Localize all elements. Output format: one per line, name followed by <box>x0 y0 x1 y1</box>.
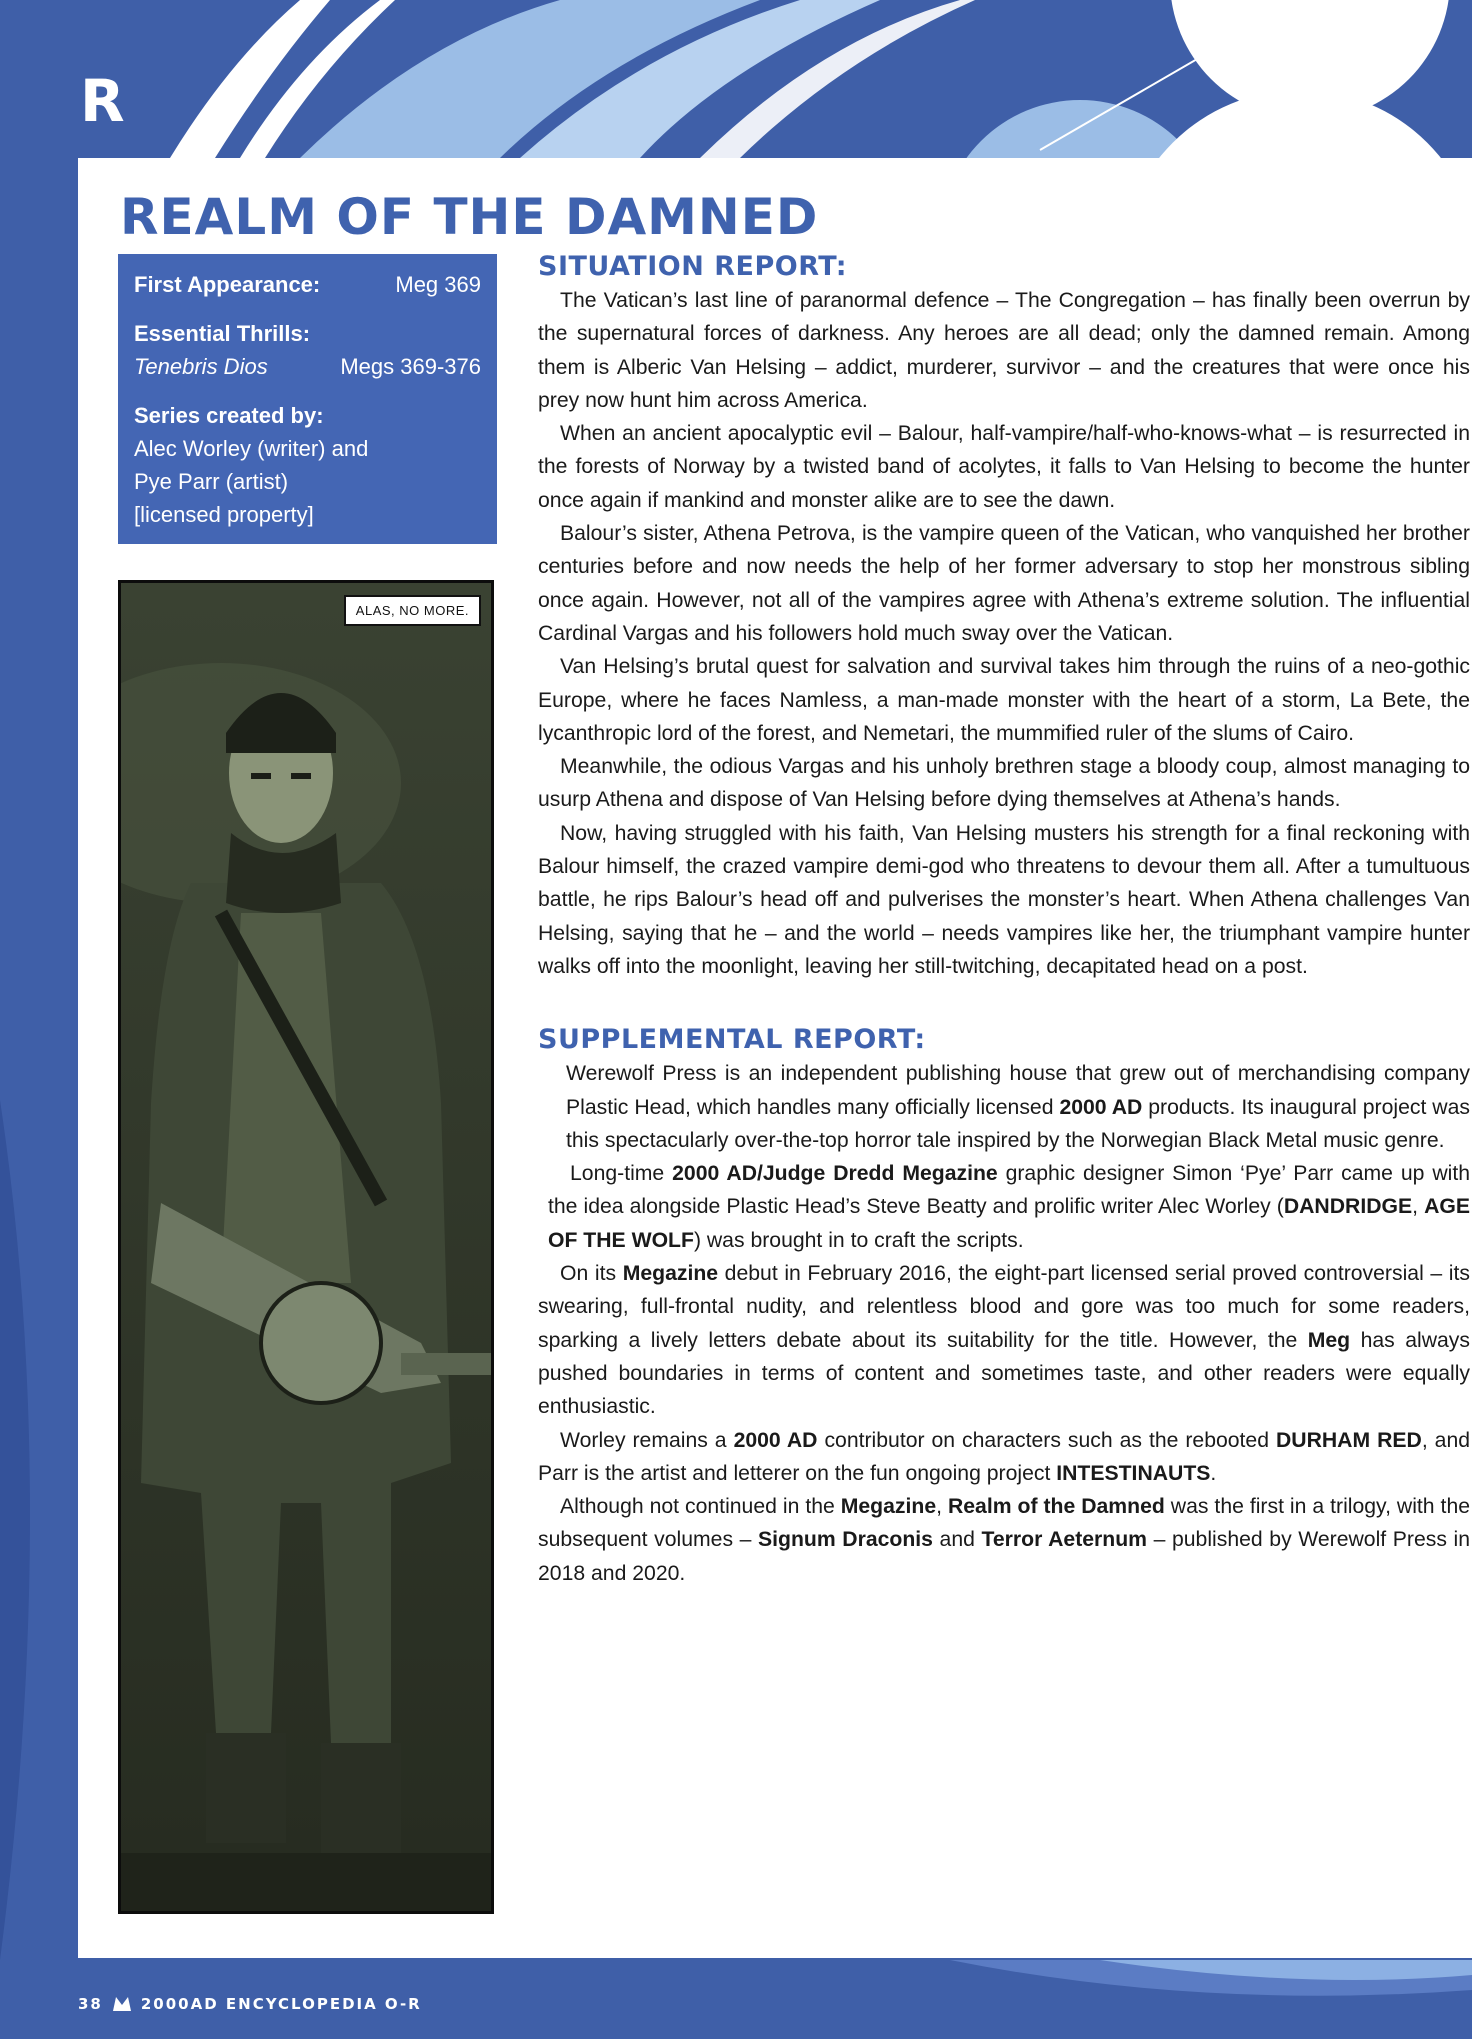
created-by-line: Alec Worley (writer) and <box>134 436 369 461</box>
page-footer <box>78 1995 422 2013</box>
paragraph: On its Megazine debut in February 2016, the eight-part licensed serial proved controversial – its swearing, full-frontal nudity, and relentless blood and gore was too much for some readers, sparking a lively letters debate about its suitability for the title. However, the Meg has always pushed boundaries in terms of content and sometimes taste, and other readers were equally enthusiastic. <box>538 1262 1470 1419</box>
created-by-line: Pye Parr (artist) <box>134 469 289 494</box>
infobox <box>118 254 497 544</box>
essential-thrills-issues: Megs 369-376 <box>340 354 481 379</box>
page-content <box>78 158 1472 1958</box>
paragraph: Long-time 2000 AD/Judge Dredd Megazine graphic designer Simon ‘Pye’ Parr came up with the idea alongside Plastic Head’s Steve Beatty and prolific writer Alec Worley (DANDRIDGE, AGE OF THE WOLF) was brought in to craft the scripts. <box>548 1162 1471 1252</box>
first-appearance-value: Meg 369 <box>395 272 481 297</box>
situation-report-heading: SITUATION REPORT: <box>538 251 848 282</box>
article-body <box>538 250 1470 1590</box>
paragraph: Although not continued in the Megazine, Realm of the Damned was the first in a trilogy, with the subsequent volumes – Signum Draconis and Terror Aeternum – published by Werewolf Press in 2018 and 2020. <box>538 1495 1471 1585</box>
page-number: 38 <box>78 1995 103 2013</box>
paragraph: Werewolf Press is an independent publishing house that grew out of merchandising company Plastic Head, which handles many officially licensed 2000 AD products. Its inaugural project was this spectacularly over-the-top horror tale inspired by the Norwegian Black Metal music genre. <box>566 1062 1470 1152</box>
2000ad-logo-icon <box>113 1997 131 2011</box>
paragraph: Now, having struggled with his faith, Van Helsing musters his strength for a final reckoning with Balour himself, the crazed vampire demi-god who threatens to devour them all. After a tumultuous battle, he rips Balour’s head off and pulverises the monster’s heart. When Athena challenges Van Helsing, saying that he – and the world – needs vampires like her, the triumphant vampire hunter walks off into the moonlight, leaving her still-twitching, decapitated head on a post. <box>538 821 1470 978</box>
paragraph: The Vatican’s last line of paranormal defence – The Congregation – has finally been overrun by the supernatural forces of darkness. Any heroes are all dead; only the damned remain. Among them is Alberic Van Helsing – addict, murderer, survivor – and the creatures that were once his prey now hunt him across America. <box>538 289 1470 412</box>
paragraph: Meanwhile, the odious Vargas and his unholy brethren stage a bloody coup, almost managing to usurp Athena and dispose of Van Helsing before dying themselves at Athena’s hands. <box>538 755 1470 812</box>
entry-title: REALM OF THE DAMNED <box>120 188 819 246</box>
essential-thrills-row <box>134 350 481 383</box>
created-by-line: [licensed property] <box>134 502 314 527</box>
first-appearance-label: First Appearance: <box>134 272 321 297</box>
book-title: 2000AD ENCYCLOPEDIA O-R <box>140 1995 422 2013</box>
supplemental-report-heading: SUPPLEMENTAL REPORT: <box>538 1024 926 1056</box>
created-by-label: Series created by: <box>134 403 324 428</box>
van-helsing-illustration <box>121 583 494 1914</box>
comic-panel-illustration <box>118 580 494 1914</box>
first-appearance-row <box>134 268 481 301</box>
essential-thrills-title: Tenebris Dios <box>134 354 268 379</box>
paragraph: Balour’s sister, Athena Petrova, is the vampire queen of the Vatican, who vanquished her brother centuries before and now needs the help of her former adversary to stop her monstrous sibling once again. However, not all of the vampires agree with Athena’s extreme solution. The influential Cardinal Vargas and his followers hold much sway over the Vatican. <box>538 522 1470 645</box>
paragraph: Worley remains a 2000 AD contributor on characters such as the rebooted DURHAM RED, and Parr is the artist and letterer on the fun ongoing project INTESTINAUTS. <box>538 1428 1471 1485</box>
paragraph: When an ancient apocalyptic evil – Balour, half-vampire/half-who-knows-what – is resurrected in the forests of Norway by a twisted band of acolytes, it falls to Van Helsing to become the hunter once again if mankind and monster alike are to see the dawn. <box>538 422 1470 512</box>
paragraph: Van Helsing’s brutal quest for salvation and survival takes him through the ruins of a neo-gothic Europe, where he faces Namless, a man-made monster with the heart of a storm, La Bete, the lycanthropic lord of the forest, and Nemetari, the mummified ruler of the slums of Cairo. <box>538 655 1470 745</box>
section-letter: R <box>80 67 125 135</box>
speech-caption: ALAS, NO MORE. <box>344 595 481 626</box>
essential-thrills-label: Essential Thrills: <box>134 321 311 346</box>
